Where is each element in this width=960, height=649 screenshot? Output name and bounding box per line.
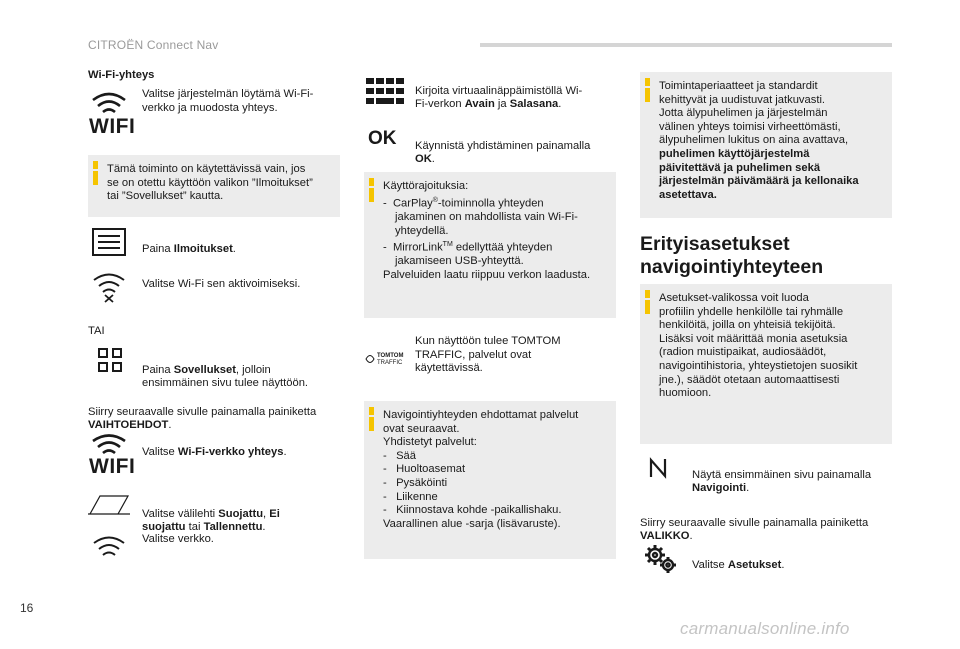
move-to-options: Siirry seuraavalle sivulle painamalla painiketta VAIHTOEHDOT. — [88, 405, 317, 432]
info-box-connected-services — [364, 401, 616, 559]
navigation-icon — [646, 456, 670, 480]
wifi-icon — [89, 532, 129, 560]
tomtom-label: TOMTOM — [377, 353, 404, 359]
tab-saved-label: Tallennettu — [203, 521, 263, 534]
apps-icon — [96, 346, 124, 374]
menu-label: VALIKKO — [640, 530, 690, 543]
settings-gear-icon — [642, 542, 678, 576]
info-box-availability — [88, 155, 340, 217]
info-icon — [369, 178, 374, 186]
options-label: VAIHTOEHDOT — [88, 419, 169, 432]
service-item: Huoltoasemat — [396, 463, 466, 476]
document-header-title: CITROËN Connect Nav — [88, 38, 219, 52]
info-icon — [93, 161, 98, 169]
wifi-icon — [88, 430, 136, 478]
tomtom-traffic-icon — [364, 349, 408, 369]
step-press-ok: Käynnistä yhdistäminen painamalla OK. — [415, 139, 591, 166]
move-to-menu: Siirry seuraavalle sivulle painamalla painiketta VALIKKO. — [640, 516, 869, 543]
info-box-smartphone-standards — [640, 72, 892, 218]
wifi-icon-label: WIFI — [89, 115, 136, 138]
ok-label: OK — [415, 153, 432, 166]
tab-secured-label: Suojattu — [218, 507, 264, 520]
service-item: Kiinnostava kohde -paikallishaku. — [396, 504, 562, 517]
service-item: Pysäköinti — [396, 476, 448, 489]
info-text: Käyttörajoituksia: - CarPlay®-toiminnolla yhteyden jakaminen on mahdollista vain Wi-Fi- yhteydellä. - MirrorLink™ edellyttää yhteyden jakamiseen USB-yhteyttä. Palveluiden laatu riippuu verkon laadusta. — [383, 180, 591, 282]
info-text: Navigointiyhteyden ehdottamat palvelut ovat seuraavat. Yhdistetyt palvelut: - Sää - Huoltoasemat - Pysäköinti - Liikenne - Kiinnostava kohde -paikallishaku. Vaarallinen alue -sarja (lisävaruste). — [383, 409, 579, 530]
navigation-label: Navigointi — [692, 482, 747, 495]
notifications-icon — [89, 226, 129, 258]
key-label: Avain — [464, 98, 495, 111]
wifi-off-icon — [89, 268, 129, 304]
info-icon — [645, 290, 650, 298]
ok-icon: OK — [368, 128, 397, 149]
wifi-icon — [88, 86, 136, 138]
info-text: Toimintaperiaatteet ja standardit kehittyvät ja uudistuvat jatkuvasti. Jotta älypuhelimen ja järjestelmän välinen yhteys toimisi virheettömästi, älypuhelimen lukitus on aina avattava, puhelimen käyttöjärjestelmä päivitettävä ja puhelimen sekä järjestelmän päivämäärä ja kellonaika asetettava. — [659, 80, 859, 201]
info-text: Tämä toiminto on käytettävissä vain, jos se on otettu käyttöön valikon ”Ilmoitukset” tai ”Sovellukset” kautta. — [107, 163, 313, 203]
step-tomtom-traffic: Kun näyttöön tulee TOMTOM TRAFFIC, palvelut ovat käytettävissä. — [415, 335, 561, 375]
step-enter-key: Kirjoita virtuaalinäppäimistöllä Wi- Fi-verkon Avain ja Salasana. — [415, 84, 583, 111]
step-activate-wifi: Valitse Wi-Fi sen aktivoimiseksi. — [142, 278, 301, 290]
step-press-notifications: Paina Ilmoitukset. — [142, 242, 236, 255]
info-icon — [369, 407, 374, 415]
info-box-profiles — [640, 284, 892, 444]
keyboard-icon — [365, 77, 405, 105]
service-item: Liikenne — [396, 490, 438, 503]
traffic-label: TRAFFIC — [377, 360, 403, 366]
page-number: 16 — [20, 601, 34, 615]
apps-label: Sovellukset — [173, 363, 236, 376]
info-text: Asetukset-valikossa voit luoda profiilin yhdelle henkilölle tai ryhmälle henkilöitä, joilla on yhteisiä tekijöitä. Lisäksi voit määrittää monia asetuksia (radion muistipaikat, audiosäädöt, navigointihistoria, yhteystietojen suosikit jne.), säädöt otetaan automaattisesti huomioon. — [659, 292, 858, 400]
step-press-apps: Paina Sovellukset, jolloin ensimmäinen sivu tulee näyttöön. — [142, 363, 309, 390]
notifications-label: Ilmoitukset — [173, 242, 233, 255]
wifi-connection-label: Wi-Fi-verkko yhteys — [177, 445, 284, 458]
step-select-settings: Valitse Asetukset. — [692, 558, 785, 571]
step-select-network: Valitse järjestelmän löytämä Wi-Fi- verkko ja muodosta yhteys. — [142, 88, 314, 114]
info-box-usage-limits — [364, 172, 616, 318]
password-label: Salasana — [509, 98, 559, 111]
header-bar — [480, 43, 892, 47]
watermark: carmanualsonline.info — [680, 619, 850, 638]
tab-unsecured-label: Ei suojattu — [142, 507, 280, 534]
service-item: Sää — [396, 449, 416, 462]
tab-icon — [86, 493, 132, 517]
step-press-navigation: Näytä ensimmäinen sivu painamalla Navigointi. — [692, 468, 872, 495]
step-select-tab: Valitse välilehti Suojattu, Ei suojattu tai Tallennettu. — [142, 507, 280, 534]
settings-label: Asetukset — [727, 558, 782, 571]
step-select-network-2: Valitse verkko. — [142, 533, 214, 545]
section-heading-wifi: Wi-Fi-yhteys — [88, 69, 155, 81]
or-label: TAI — [88, 325, 105, 337]
wifi-icon-label: WIFI — [89, 455, 136, 478]
step-wifi-connection: Valitse Wi-Fi-verkko yhteys. — [142, 445, 287, 458]
info-icon — [645, 78, 650, 86]
section-title-navigation-settings: Erityisasetukset navigointiyhteyteen — [640, 233, 824, 278]
